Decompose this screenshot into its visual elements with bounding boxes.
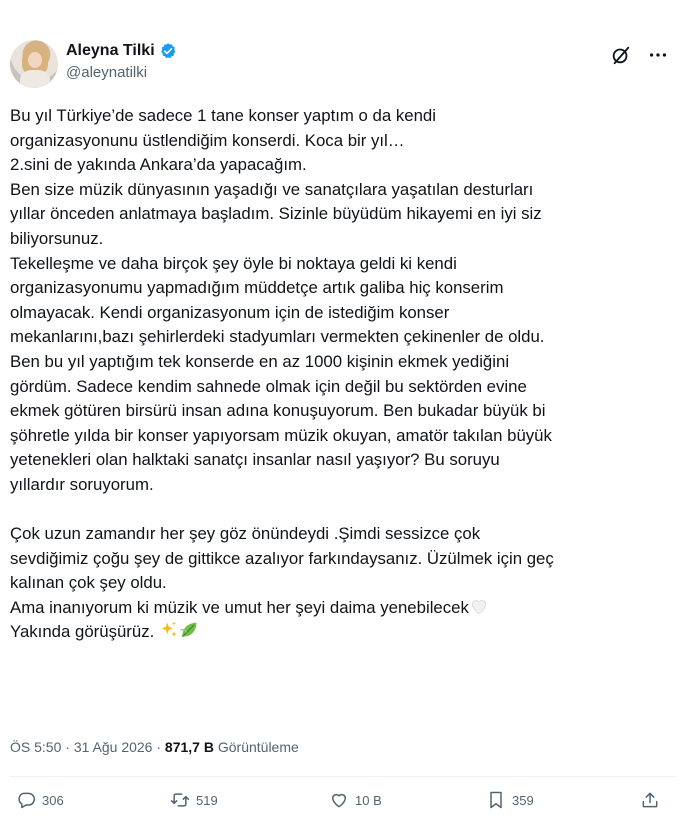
- tweet-time[interactable]: ÖS 5:50: [10, 739, 62, 755]
- share-icon: [640, 790, 660, 810]
- reply-icon: [16, 790, 36, 810]
- meta-separator: ·: [61, 739, 74, 755]
- repost-count: 519: [196, 792, 218, 808]
- tweet-meta: [10, 739, 299, 755]
- grok-icon[interactable]: [610, 44, 632, 66]
- like-count: 10 B: [355, 792, 382, 808]
- tweet-text: [10, 104, 682, 645]
- tweet-date[interactable]: 31 Ağu 2026: [73, 739, 153, 755]
- bookmark-button[interactable]: [486, 790, 534, 810]
- tweet-last-line: Yakında görüşürüz.: [10, 622, 159, 642]
- more-options-icon[interactable]: [646, 44, 670, 66]
- divider: [10, 776, 676, 777]
- action-bar: [0, 790, 686, 816]
- views-label: Görüntüleme: [213, 739, 299, 755]
- verified-badge-icon: [159, 42, 177, 60]
- repost-icon: [170, 790, 190, 810]
- author-handle[interactable]: @aleynatilki: [66, 64, 148, 81]
- white-heart-icon: [469, 596, 489, 616]
- author-name[interactable]: Aleyna Tilki: [66, 42, 155, 59]
- author-name-row: [66, 42, 177, 60]
- reply-button[interactable]: [16, 790, 64, 810]
- meta-separator: ·: [152, 739, 165, 755]
- views-count: 871,7 B: [164, 739, 214, 755]
- reply-count: 306: [42, 792, 64, 808]
- heart-icon: [329, 790, 349, 810]
- sparkles-icon: [159, 620, 179, 640]
- leaf-icon: [179, 620, 199, 640]
- tweet-body: Bu yıl Türkiye’de sadece 1 tane konser yaptım o da kendi organizasyonunu üstlendiğim konserdi. Koca bir yıl… 2.sini de yakında Ankara’da yapacağım. Ben size müzik dünyasının yaşadığı ve sanatçılara yaşatılan desturları yıllar önceden anlatmaya başladım. Sizinle büyüdüm hikayemi en iyi siz biliyorsunuz. Tekelleşme ve daha birçok şey öyle bi noktaya geldi ki kendi organizasyonumu yapmadığım müddetçe artık galiba hiç konserim olmayacak. Kendi organizasyonum için de istediğim konser mekanlarını,bazı şehirlerdeki stadyumları vermekten çekinenler de oldu. Ben bu yıl yaptığım tek konserde en az 1000 kişinin ekmek yediğini gördüm. Sadece kendim sahnede olmak için değil bu sektörden evine ekmek götüren birsürü insan adına konuşuyorum. Ben bukadar büyük bi şöhretle yılda bir konser yapıyorsam müzik okuyan, amatör takılan büyük yetenekleri olan halktaki sanatçı insanlar nasıl yaşıyor? Bu soruyu yıllardır soruyorum. Çok uzun zamandır her şey göz önündeydi .Şimdi sessizce çok sevdiğimiz çoğu şey de gittikce azalıyor farkındaysanız. Üzülmek için geç kalınan çok şey oldu. Ama inanıyorum ki müzik ve umut her şeyi daima yenebilecek: [10, 106, 554, 617]
- avatar[interactable]: [10, 40, 58, 88]
- share-button[interactable]: [640, 790, 660, 810]
- tweet-header: [10, 40, 676, 90]
- repost-button[interactable]: [170, 790, 218, 810]
- bookmark-icon: [486, 790, 506, 810]
- like-button[interactable]: [329, 790, 382, 810]
- bookmark-count: 359: [512, 792, 534, 808]
